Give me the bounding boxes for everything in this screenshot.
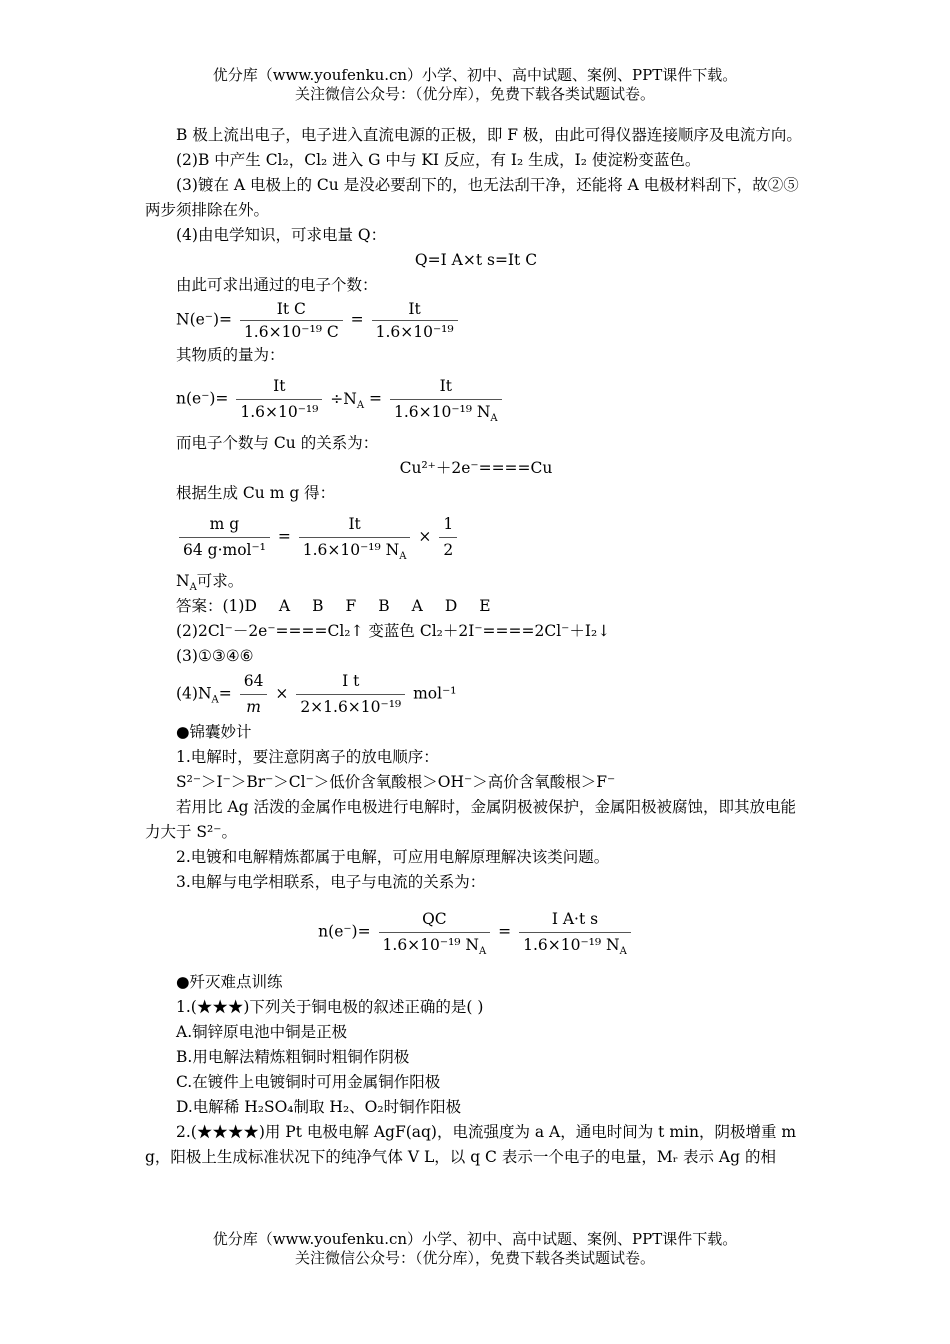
fraction-numerator: It C bbox=[240, 298, 343, 321]
equation-mass: $\frac{\text{m g}}{\text{64 g·mol⁻¹}}$ = $\frac{It}{1.6\times 10^{-19} N_A}$ × $\frac{1}{2}$ bbox=[145, 512, 807, 563]
option-a: A.铜锌原电池中铜是正极 bbox=[176, 1023, 348, 1041]
fraction-denominator: 2 bbox=[443, 541, 454, 559]
footer-line-2: 关注微信公众号：（优分库），免费下载各类试题试卷。 bbox=[294, 1249, 655, 1267]
fraction-denominator: 1.6×10⁻¹⁹ $N_A$ bbox=[382, 936, 487, 958]
paragraph: 3.电解与电学相联系，电子与电流的关系为： bbox=[176, 873, 486, 891]
answer-1: 答案：(1)D A B F B A D E bbox=[176, 597, 491, 615]
divide-na: $\div N_A$ bbox=[330, 389, 365, 411]
section-title-tips: ●锦囊妙计 bbox=[176, 723, 252, 741]
question-1: 1.(★★★)下列关于铜电极的叙述正确的是( ) bbox=[176, 998, 484, 1016]
fraction-denominator: 1.6×10⁻¹⁹ $N_A$ bbox=[523, 936, 627, 958]
footer-line-1: 优分库（www.youfenku.cn）小学、初中、高中试题、案例、PPT课件下载。 bbox=[212, 1230, 738, 1248]
fraction-denominator: 1.6×10⁻¹⁹ bbox=[375, 323, 454, 341]
fraction bbox=[240, 669, 268, 720]
answer-4: $(4)N_A=$ $\frac{64}{m}$ × $\frac{\text{I t}}{\text{2×1.6×10⁻¹⁹}}$ mol⁻¹ bbox=[145, 669, 807, 720]
header-line-2: 关注微信公众号：（优分库），免费下载各类试题试卷。 bbox=[294, 85, 655, 103]
paragraph: $N_A$可求。 bbox=[176, 572, 244, 594]
paragraph: S²⁻＞I⁻＞Br⁻＞Cl⁻＞低价含氧酸根＞OH⁻＞高价含氧酸根＞F⁻ bbox=[176, 773, 616, 791]
fraction-numerator: It bbox=[299, 512, 411, 538]
eq-label: N(e⁻)= bbox=[176, 310, 232, 329]
fraction-denominator: m bbox=[246, 698, 261, 716]
fraction-denominator: 1.6×10⁻¹⁹ $N_A$ bbox=[302, 541, 407, 563]
option-d: D.电解稀 H₂SO₄制取 H₂、O₂时铜作阳极 bbox=[176, 1098, 462, 1116]
paragraph: 根据生成 Cu m g 得： bbox=[176, 484, 336, 502]
page-footer bbox=[0, 1230, 950, 1268]
fraction-denominator: 1.6×10⁻¹⁹ C bbox=[243, 323, 339, 341]
fraction bbox=[240, 298, 343, 343]
fraction-denominator: 1.6×10⁻¹⁹ $N_A$ bbox=[393, 403, 498, 425]
equation-copper: Cu²⁺＋2e⁻====Cu bbox=[399, 459, 553, 477]
fraction-numerator: QC bbox=[379, 907, 491, 933]
fraction-numerator: 64 bbox=[240, 669, 268, 695]
paragraph: 由此可求出通过的电子个数： bbox=[176, 276, 378, 294]
fraction-numerator: I A·t s bbox=[519, 907, 631, 933]
fraction-numerator: It bbox=[372, 298, 458, 321]
page-header bbox=[0, 66, 950, 104]
paragraph: (4)由电学知识，可求电量 Q： bbox=[176, 226, 387, 244]
fraction bbox=[390, 374, 502, 425]
fraction bbox=[519, 907, 631, 958]
document-body bbox=[145, 123, 807, 1170]
fraction bbox=[372, 298, 458, 343]
equation-charge: Q=I A×t s=It C bbox=[414, 251, 538, 269]
equation-moles: n(e⁻)= $\frac{It}{\text{1.6×10⁻¹⁹}}$ $\div N_A$ = $\frac{It}{1.6\times 10^{-19} N_A}$ bbox=[145, 374, 807, 425]
fraction bbox=[296, 669, 405, 720]
section-title-training: ●歼灭难点训练 bbox=[176, 973, 283, 991]
header-line-1: 优分库（www.youfenku.cn）小学、初中、高中试题、案例、PPT课件下载。 bbox=[212, 66, 738, 84]
answer-3: (3)①③④⑥ bbox=[176, 647, 254, 665]
paragraph: 若用比 Ag 活泼的金属作电极进行电解时，金属阴极被保护，金属阳极被腐蚀，即其放电能力大于 S²⁻。 bbox=[145, 798, 796, 841]
fraction-denominator: 64 g·mol⁻¹ bbox=[183, 541, 266, 559]
paragraph: 其物质的量为： bbox=[176, 346, 285, 364]
fraction-numerator: 1 bbox=[439, 512, 457, 538]
fraction bbox=[236, 374, 322, 425]
fraction-numerator: It bbox=[236, 374, 322, 400]
fraction-denominator: 1.6×10⁻¹⁹ bbox=[240, 403, 319, 421]
paragraph: 2.电镀和电解精炼都属于电解，可应用电解原理解决该类问题。 bbox=[176, 848, 610, 866]
answer-2: (2)2Cl⁻－2e⁻====Cl₂↑ 变蓝色 Cl₂＋2I⁻====2Cl⁻＋I₂↓ bbox=[176, 622, 611, 640]
paragraph: 1.电解时，要注意阴离子的放电顺序： bbox=[176, 748, 439, 766]
fraction bbox=[179, 512, 270, 563]
paragraph: (2)B 中产生 Cl₂，Cl₂ 进入 G 中与 KI 反应，有 I₂ 生成，I₂ 使淀粉变蓝色。 bbox=[176, 151, 701, 169]
paragraph: 而电子个数与 Cu 的关系为： bbox=[176, 434, 379, 452]
option-c: C.在镀件上电镀铜时可用金属铜作阳极 bbox=[176, 1073, 441, 1091]
paragraph: (3)镀在 A 电极上的 Cu 是没必要刮下的，也无法刮干净，还能将 A 电极材料刮下，故②⑤两步须排除在外。 bbox=[145, 176, 799, 219]
fraction bbox=[299, 512, 411, 563]
fraction-numerator: I t bbox=[296, 669, 405, 695]
eq-label: n(e⁻)= bbox=[176, 389, 229, 408]
paragraph: B 极上流出电子，电子进入直流电源的正极，即 F 极，由此可得仪器连接顺序及电流方向。 bbox=[176, 126, 802, 144]
fraction-denominator: 2×1.6×10⁻¹⁹ bbox=[300, 698, 402, 716]
question-2: 2.(★★★★)用 Pt 电极电解 AgF(aq)，电流强度为 a A，通电时间为 t min，阴极增重 m g，阳极上生成标准状况下的纯净气体 V L，以 q C 表示一个电子的电量，Mᵣ 表示 Ag 的相 bbox=[145, 1123, 797, 1166]
option-b: B.用电解法精炼粗铜时粗铜作阴极 bbox=[176, 1048, 410, 1066]
fraction bbox=[439, 512, 457, 563]
fraction bbox=[379, 907, 491, 958]
fraction-numerator: It bbox=[390, 374, 502, 400]
equation-electron-count: N(e⁻)= $\frac{\text{It C}}{\text{1.6×10⁻¹⁹ C}}$ = $\frac{It}{\text{1.6×10⁻¹⁹}}$ bbox=[145, 298, 807, 343]
equation-current: n(e⁻)= $\frac{QC}{1.6\times 10^{-19} N_A}$ = $\frac{\text{I A·t s}}{1.6\times 10^{-19} N_A}$ bbox=[145, 907, 807, 958]
fraction-numerator: m g bbox=[179, 512, 270, 538]
